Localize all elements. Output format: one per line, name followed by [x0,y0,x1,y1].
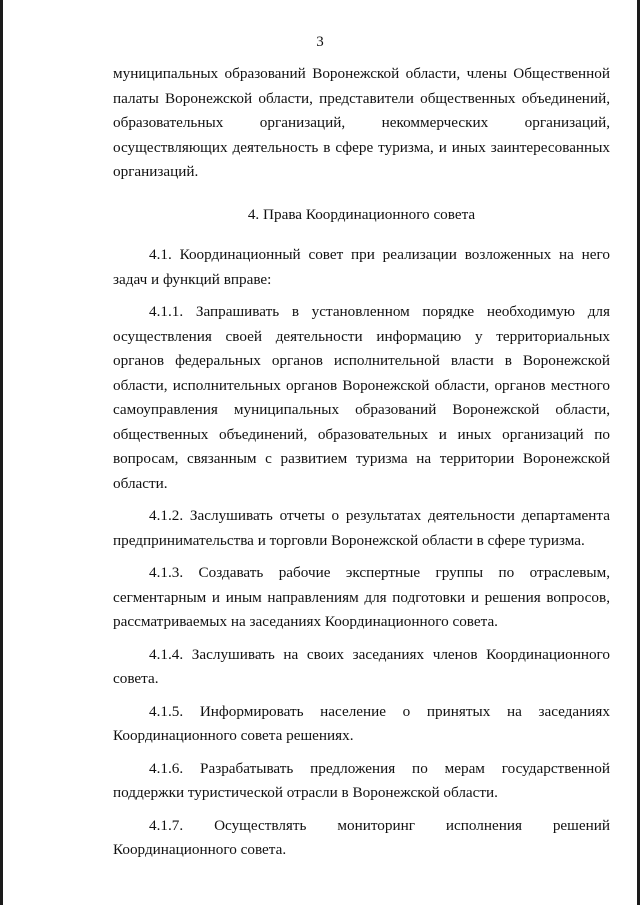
document-body [113,62,610,871]
paragraph-4-1-1: 4.1.1. Запрашивать в установленном порядке необходимую для осуществления своей деятельности информацию у территориальных органов федеральных органов исполнительной власти в Воронежской области, исполнительных органов Воронежской области, органов местного самоуправления муниципальных образований Воронежской области, общественных объединений, образовательных и иных организаций по вопросам, связанным с развитием туризма на территории Воронежской области. [113,303,610,492]
scan-border-left [0,0,3,905]
paragraph-4-1-3: 4.1.3. Создавать рабочие экспертные группы по отраслевым, сегментарным и иным направлениям для подготовки и решения вопросов, рассматриваемых на заседаниях Координационного совета. [113,564,610,630]
paragraph-4-1-2: 4.1.2. Заслушивать отчеты о результатах деятельности департамента предпринимательства и торговли Воронежской области в сфере туризма. [113,507,610,549]
paragraph-4-1-6: 4.1.6. Разрабатывать предложения по мерам государственной поддержки туристической отрасли в Воронежской области. [113,759,610,801]
intro-paragraph: муниципальных образований Воронежской области, члены Общественной палаты Воронежской области, представители общественных объединений, образовательных организаций, некоммерческих организаций, осуществляющих деятельность в сфере туризма, и иных заинтересованных организаций. [113,65,610,180]
paragraph-4-1-7: 4.1.7. Осуществлять мониторинг исполнения решений Координационного совета. [113,816,610,858]
page-number: 3 [316,34,324,50]
paragraph-4-1-5: 4.1.5. Информировать население о принятых на заседаниях Координационного совета решениях. [113,702,610,744]
paragraph-4-1: 4.1. Координационный совет при реализации возложенных на него задач и функций вправе: [113,246,610,288]
paragraph-4-1-4: 4.1.4. Заслушивать на своих заседаниях членов Координационного совета. [113,645,610,687]
section-heading: 4. Права Координационного совета [247,205,476,223]
